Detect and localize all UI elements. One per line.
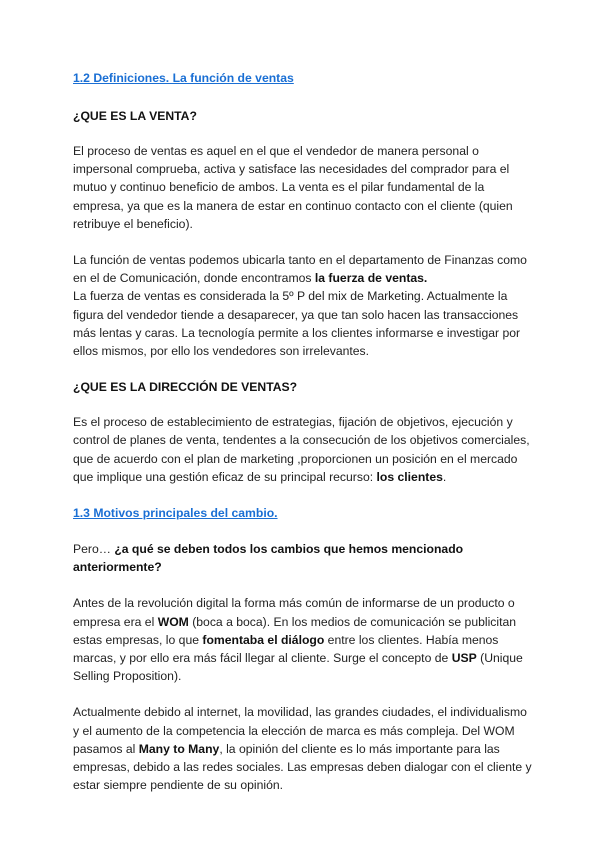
section-heading-1-2[interactable]: 1.2 Definiciones. La función de ventas xyxy=(73,71,294,85)
paragraph-text: Antes de la revolución digital la forma más común de informarse de un producto o empresa era el xyxy=(73,596,515,629)
bold-fuerza-ventas: la fuerza de ventas. xyxy=(314,271,428,286)
bold-question-cambios: ¿a qué se deben todos los cambios que hemos mencionado anteriormente? xyxy=(73,542,464,575)
paragraph-text: La función de ventas podemos ubicarla tanto en el departamento de Finanzas como en el de Comunicación, donde encontramos xyxy=(73,253,527,286)
paragraph-text-end: . xyxy=(442,469,447,484)
paragraph-actualmente xyxy=(73,703,533,794)
paragraph-text: (boca a boca). En los medios de comunicación se publicitan estas empresas, lo que xyxy=(73,614,517,647)
bold-wom: WOM xyxy=(157,614,189,629)
bold-many-to-many: Many to Many xyxy=(138,741,220,756)
section-heading-1-3[interactable]: 1.3 Motivos principales del cambio. xyxy=(73,506,278,521)
paragraph-text: entre los clientes. Había menos marcas, y por ello era más fácil llegar al cliente. Surge el concepto de xyxy=(73,632,499,666)
question-prefix: Pero… xyxy=(73,542,115,557)
document-content xyxy=(73,69,533,794)
bold-usp: USP xyxy=(451,651,477,666)
paragraph-text: , la opinión del cliente es lo más importante para las empresas, debido a las redes sociales. Las empresas deben dialogar con el cliente y estar siempre pendiente de su opinión. xyxy=(73,741,532,793)
paragraph-text: Es el proceso de establecimiento de estrategias, fijación de objetivos, ejecución y control de planes de venta, tendentes a la consecución de los objetivos comerciales, que de acuerdo con el plan de marketing ,proporcionen un posición en el mercado que implique una gestión eficaz de su principal recurso: xyxy=(73,415,530,484)
paragraph-funcion-ventas xyxy=(73,251,533,287)
paragraph-text: (Unique Selling Proposition). xyxy=(73,651,523,684)
paragraph-antes-revolucion xyxy=(73,594,533,685)
paragraph-fuerza-ventas: La fuerza de ventas es considerada la 5º P del mix de Marketing. Actualmente la figura del vendedor tiende a desaparecer, ya que tan solo hacen las transacciones más lentas y caras. La tecnología permite a los clientes informarse e investigar por ellos mismos, por ello los vendedores son irrelevantes. xyxy=(73,289,521,359)
bold-los-clientes: los clientes xyxy=(376,469,443,484)
paragraph-text: Actualmente debido al internet, la movilidad, las grandes ciudades, el individualismo y el aumento de la competencia la elección de marca es más compleja. Del WOM pasamos al xyxy=(73,705,527,756)
question-heading-direccion: ¿QUE ES LA DIRECCIÓN DE VENTAS? xyxy=(73,380,298,395)
question-cambios xyxy=(73,540,533,576)
question-heading-venta: ¿QUE ES LA VENTA? xyxy=(73,109,197,123)
bold-fomentaba-dialogo: fomentaba el diálogo xyxy=(202,632,325,647)
paragraph-direccion-ventas xyxy=(73,413,533,486)
paragraph-venta-definition: El proceso de ventas es aquel en el que el vendedor de manera personal o impersonal comprueba, activa y satisface las necesidades del comprador para el mutuo y continuo beneficio de ambos. La venta es el pilar fundamental de la empresa, ya que es la manera de estar en continuo contacto con el cliente (quien retribuye el beneficio). xyxy=(73,144,513,231)
